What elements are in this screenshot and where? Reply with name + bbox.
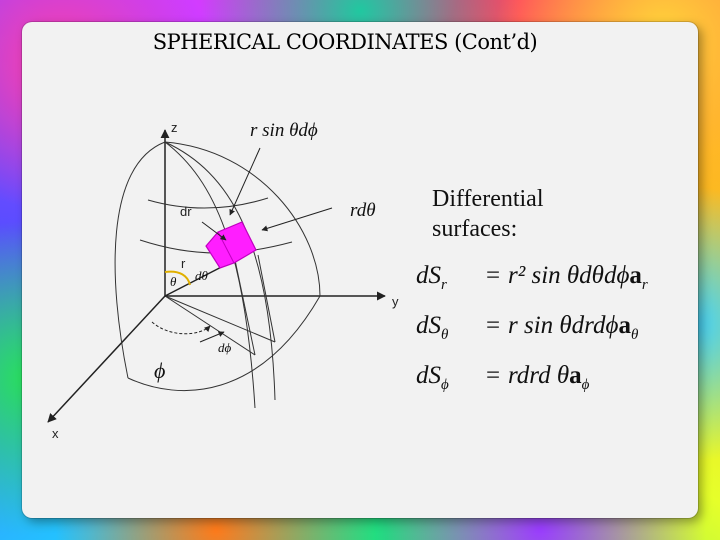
equation-dS-theta bbox=[416, 312, 706, 362]
x-axis bbox=[48, 296, 165, 422]
dtheta-label: dθ bbox=[195, 268, 208, 283]
latitude-1 bbox=[148, 198, 268, 208]
projection-line-2 bbox=[165, 296, 275, 342]
equals-sign: = bbox=[485, 262, 501, 289]
spherical-coordinates-figure bbox=[30, 110, 430, 450]
equation-rhs: rdrd $\theta a_\phi$ bbox=[508, 362, 590, 393]
rsin-pointer bbox=[230, 148, 260, 215]
meridian-2 bbox=[165, 142, 275, 400]
phi-arc bbox=[152, 322, 210, 334]
theta-arc bbox=[165, 272, 190, 285]
equation-lhs: $dS_r$ bbox=[416, 262, 447, 293]
equation-lhs: $dS_\phi$ bbox=[416, 362, 449, 393]
equation-rhs: r sin θdrdϕa$_\theta$ bbox=[508, 312, 639, 343]
equation-rhs: r² sin θdθdϕa$_r$ bbox=[508, 262, 648, 293]
projection-line-1 bbox=[165, 296, 255, 355]
equation-dS-phi bbox=[416, 362, 706, 412]
rsintheta-dphi-label: r sin θdϕ bbox=[250, 120, 318, 141]
dr-label: dr bbox=[180, 204, 192, 219]
equals-sign: = bbox=[485, 362, 501, 389]
meridian-1 bbox=[165, 142, 255, 408]
slide-title: SPHERICAL COORDINATES (Cont’d) bbox=[152, 30, 538, 54]
equation-dS-r bbox=[416, 262, 706, 312]
rdtheta-pointer bbox=[262, 208, 332, 230]
vertical-drop-2 bbox=[258, 255, 275, 342]
phi-label: ϕ bbox=[154, 358, 166, 383]
equations-block bbox=[416, 262, 706, 412]
differential-surfaces-caption: Differential surfaces: bbox=[432, 186, 544, 242]
differential-patch bbox=[206, 222, 256, 268]
vertical-drop-1 bbox=[235, 260, 255, 355]
z-axis-label: z bbox=[171, 120, 178, 135]
y-axis-label: y bbox=[392, 294, 399, 309]
x-axis-label: x bbox=[52, 426, 59, 441]
rdtheta-label: rdθ bbox=[350, 200, 376, 221]
r-label: r bbox=[181, 256, 186, 271]
dphi-label: dϕ bbox=[218, 340, 232, 355]
theta-label: θ bbox=[170, 274, 177, 289]
equals-sign: = bbox=[485, 312, 501, 339]
equation-lhs: $dS_\theta$ bbox=[416, 312, 449, 343]
